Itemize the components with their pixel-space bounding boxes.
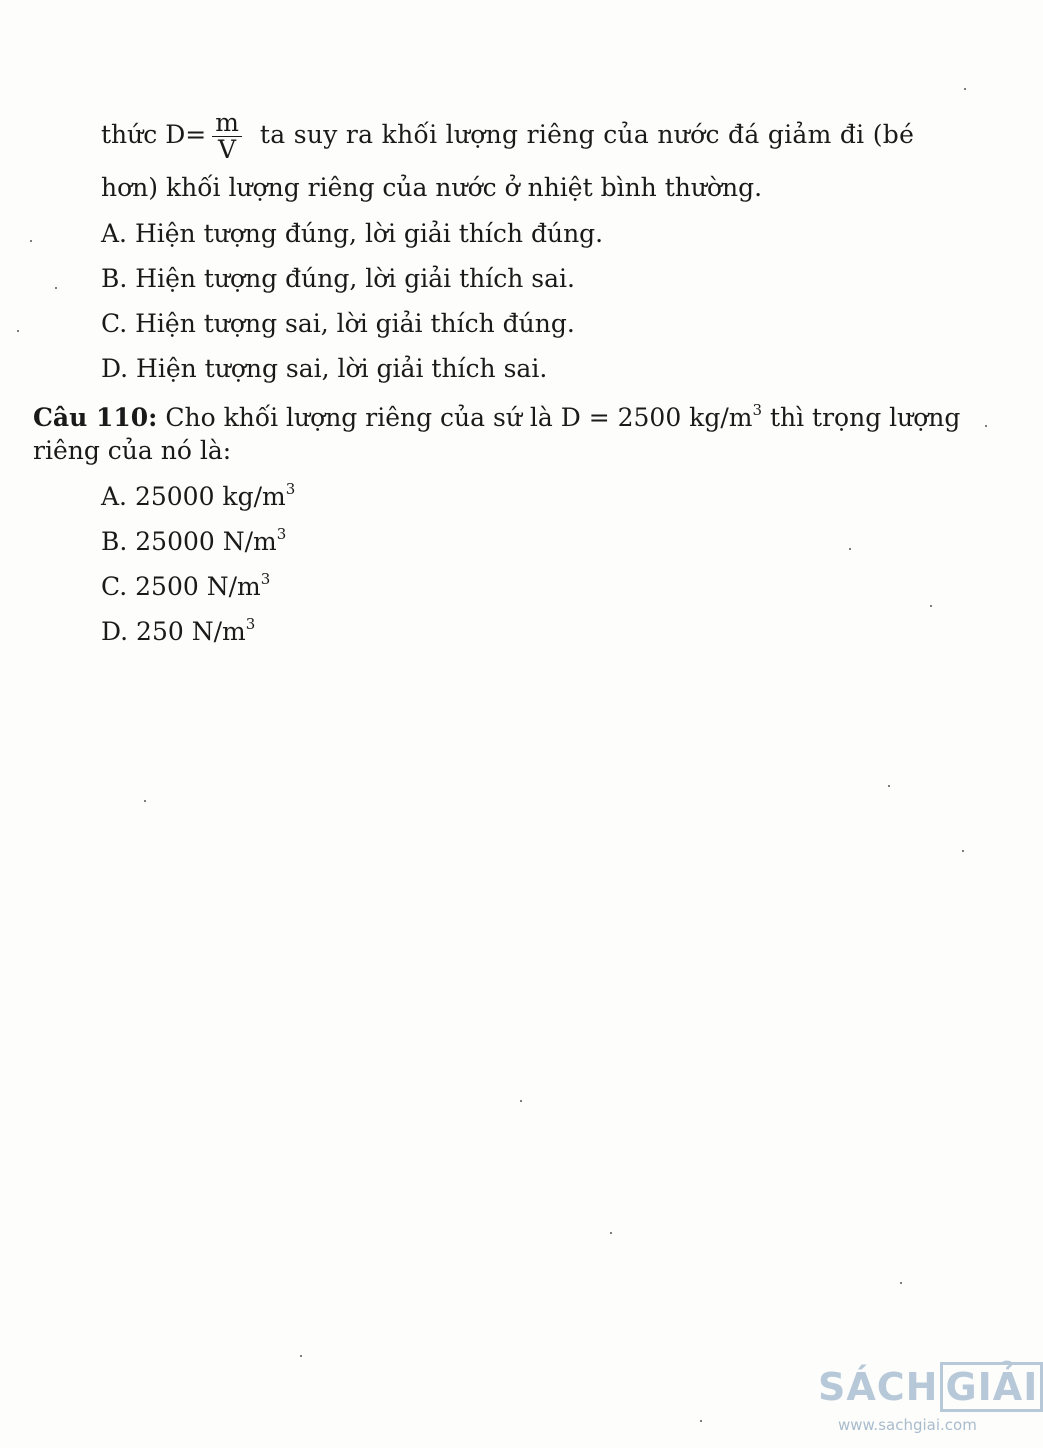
option-c (101, 572, 270, 602)
option-a-text: A. 25000 kg/m (101, 482, 286, 511)
prev-option-c: C. Hiện tượng sai, lời giải thích đúng. (101, 309, 575, 338)
option-c-exponent: 3 (260, 570, 271, 588)
scan-speck (144, 800, 146, 802)
question-110-line-2: riêng của nó là: (33, 436, 232, 465)
option-b (101, 527, 286, 557)
question-exponent: 3 (752, 401, 763, 419)
option-b-exponent: 3 (276, 525, 287, 543)
watermark-brand (818, 1362, 1043, 1412)
option-b-text: B. 25000 N/m (101, 527, 277, 556)
fraction-numerator: m (212, 110, 242, 137)
scan-speck (520, 1100, 522, 1102)
watermark-brand-left: SÁCH (818, 1365, 939, 1409)
option-c-text: C. 2500 N/m (101, 572, 261, 601)
scan-speck (962, 850, 964, 852)
paragraph-line-2: hơn) khối lượng riêng của nước ở nhiệt bình thường. (101, 173, 763, 202)
scan-speck (55, 287, 57, 289)
scan-speck (700, 1420, 702, 1422)
scan-speck (30, 240, 32, 242)
scan-speck (985, 425, 987, 427)
watermark-brand-box: GIẢI (940, 1362, 1043, 1412)
prev-option-d: D. Hiện tượng sai, lời giải thích sai. (101, 354, 548, 383)
watermark-url: www.sachgiai.com (838, 1416, 977, 1434)
question-number: Câu 110: (33, 403, 158, 432)
scan-speck (930, 605, 932, 607)
scan-speck (888, 785, 890, 787)
question-text-b: thì trọng lượng (769, 403, 961, 432)
formula-line (101, 110, 914, 163)
formula-lead-text: thức D= (101, 120, 207, 149)
question-110-line-1 (33, 403, 960, 433)
scan-speck (849, 548, 851, 550)
option-d-text: D. 250 N/m (101, 617, 246, 646)
scan-speck (610, 1232, 612, 1234)
density-fraction (212, 110, 242, 163)
fraction-denominator: V (218, 135, 237, 164)
prev-option-b: B. Hiện tượng đúng, lời giải thích sai. (101, 264, 575, 293)
option-a-exponent: 3 (285, 480, 296, 498)
option-d (101, 617, 255, 647)
option-a (101, 482, 295, 512)
formula-trailing-text: ta suy ra khối lượng riêng của nước đá giảm đi (bé (259, 120, 915, 149)
scan-speck (300, 1355, 302, 1357)
scan-speck (900, 1282, 902, 1284)
sachgiai-watermark (818, 1362, 1039, 1448)
scan-speck (964, 88, 966, 90)
option-d-exponent: 3 (245, 615, 256, 633)
prev-option-a: A. Hiện tượng đúng, lời giải thích đúng. (101, 219, 604, 248)
scan-speck (17, 330, 19, 332)
question-text-a: Cho khối lượng riêng của sứ là D = 2500 kg/m (165, 403, 753, 432)
